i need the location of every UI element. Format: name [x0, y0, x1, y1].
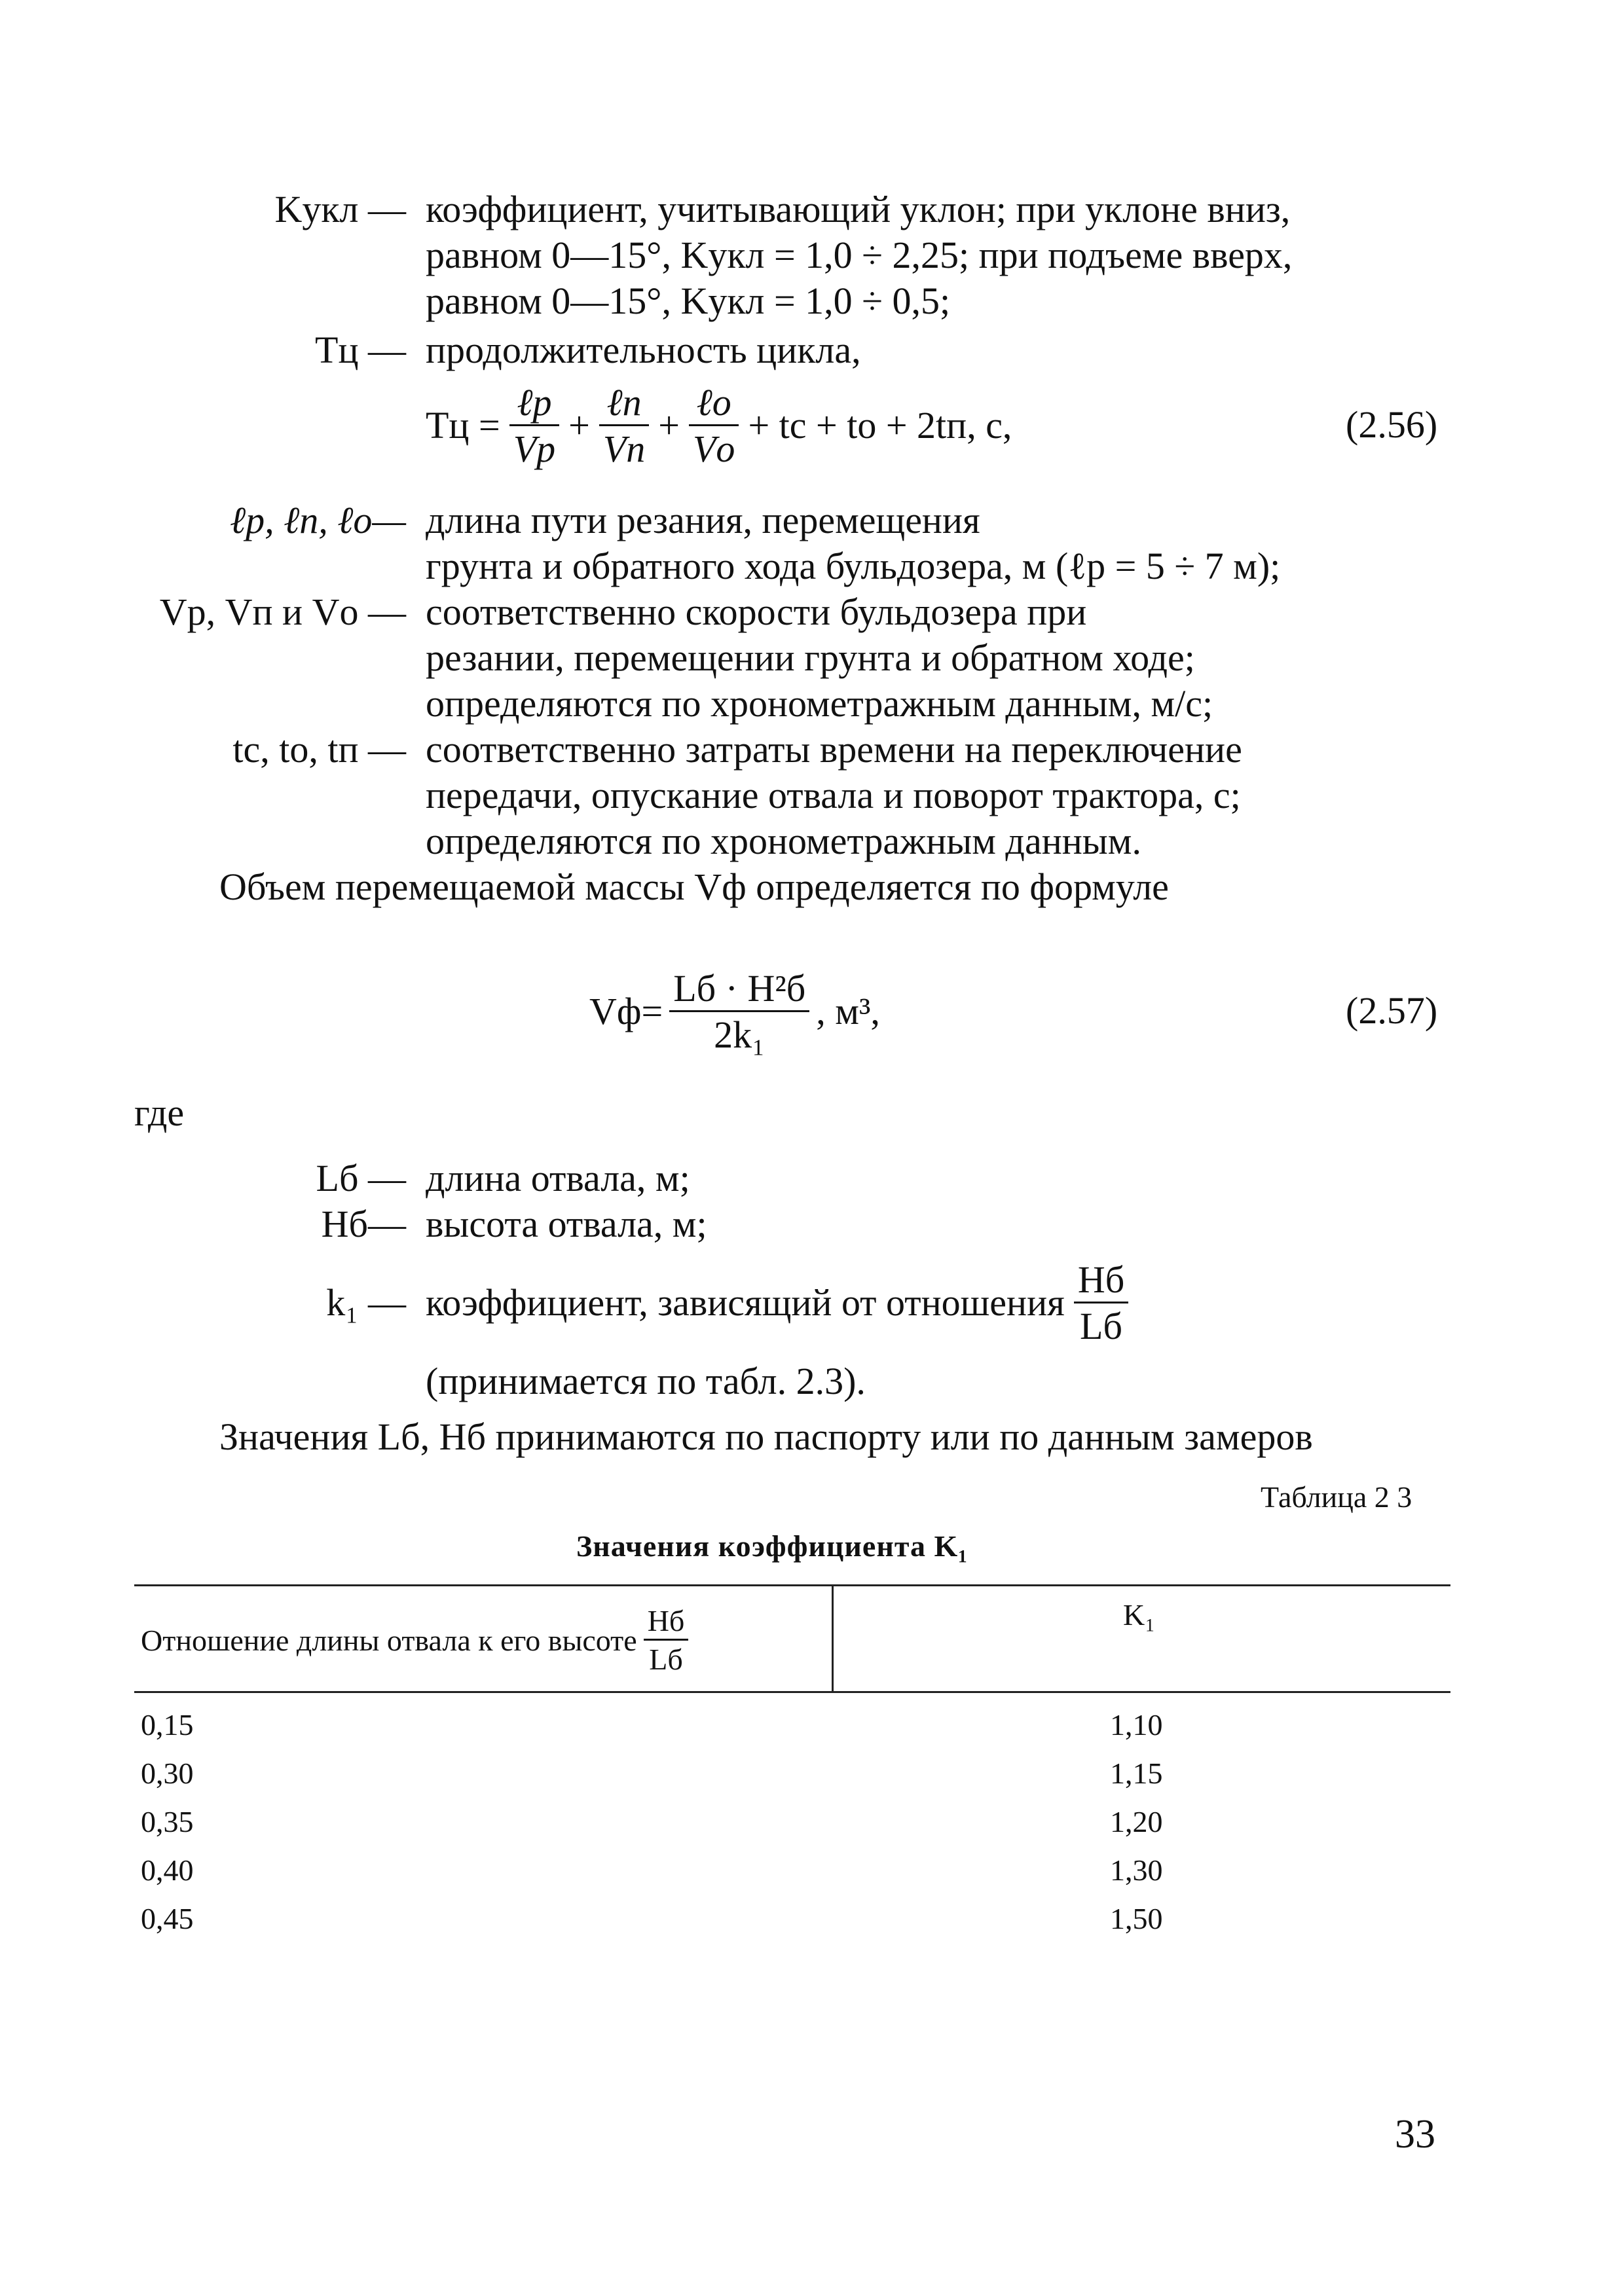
- fraction-hb-lb: [1074, 1258, 1128, 1347]
- values-sentence: Значения Lб, Hб принимаются по паспорту или по данным замеров: [219, 1415, 1313, 1458]
- table-header-rule: [134, 1691, 1450, 1693]
- fraction-lr-den: Vр: [509, 424, 559, 468]
- definition-velocities-line-2: резании, перемещении грунта и обратном ходе;: [426, 636, 1195, 679]
- table-row-k: 1,10: [1110, 1708, 1163, 1741]
- equation-number-2-56: (2.56): [1346, 403, 1438, 446]
- equation-number-2-57: (2.57): [1346, 989, 1438, 1032]
- table-row-ratio: 0,45: [141, 1902, 194, 1935]
- term-tc: Tц —: [315, 329, 406, 371]
- table-row-ratio: 0,30: [141, 1757, 194, 1790]
- table-row-ratio: 0,40: [141, 1853, 194, 1887]
- fraction-lp-vp: [599, 380, 649, 470]
- table-col1-frac-den: Lб: [644, 1639, 689, 1675]
- plus-sign: +: [568, 404, 590, 446]
- term-times: tс, tо, tп —: [232, 728, 406, 771]
- formula-2-56: [426, 373, 1012, 478]
- table-col1-header-text: Отношение длины отвала к его высоте: [141, 1623, 637, 1657]
- definition-kukl-line-3: равном 0—15°, Kукл = 1,0 ÷ 0,5;: [426, 280, 951, 322]
- fraction-lo-vo: [689, 380, 739, 470]
- table-row-ratio: 0,35: [141, 1805, 194, 1838]
- accepted-note: (принимается по табл. 2.3).: [426, 1360, 866, 1402]
- formula-2-57-lhs: Vф=: [589, 990, 663, 1032]
- table-label: Таблица 2 3: [1261, 1480, 1412, 1514]
- fraction-hb-num: Hб: [1077, 1258, 1125, 1301]
- table-col2-header: K₁: [1123, 1598, 1156, 1631]
- table-caption: Значения коэффициента K₁: [576, 1529, 969, 1563]
- term-l-paths: ℓр, ℓп, ℓо—: [229, 499, 406, 541]
- table-row-k: 1,20: [1110, 1805, 1163, 1838]
- plus-sign: +: [658, 404, 680, 446]
- definition-l-paths-line-1: длина пути резания, перемещения: [426, 499, 980, 541]
- term-kukl: Kукл —: [274, 188, 406, 230]
- table-col1-header: [141, 1594, 688, 1686]
- fraction-lp-num: ℓп: [606, 380, 642, 424]
- definition-velocities-line-1: соответственно скорости бульдозера при: [426, 591, 1087, 633]
- page-number: 33: [1395, 2112, 1435, 2157]
- fraction-lb-den: Lб: [1074, 1302, 1128, 1345]
- definition-times-line-2: передачи, опускание отвала и поворот трактора, с;: [426, 774, 1241, 816]
- fraction-lp-den: Vп: [599, 424, 649, 468]
- formula-2-56-tail: + tс + tо + 2tп, с,: [748, 404, 1012, 446]
- fraction-lr-vr: [509, 380, 559, 470]
- term-k1: k₁ —: [326, 1281, 406, 1324]
- formula-2-57: [589, 962, 880, 1061]
- term-lb: Lб —: [316, 1157, 406, 1199]
- definition-kukl-line-1: коэффициент, учитывающий уклон; при уклоне вниз,: [426, 188, 1291, 230]
- table-row-ratio: 0,15: [141, 1708, 194, 1741]
- fraction-lo-den: Vо: [689, 424, 739, 468]
- definition-k1: [426, 1260, 1128, 1345]
- formula-2-56-lhs: Tц =: [426, 404, 500, 446]
- table-row-k: 1,30: [1110, 1853, 1163, 1887]
- definition-times-line-3: определяются по хронометражным данным.: [426, 820, 1141, 862]
- term-hb: Hб—: [321, 1203, 406, 1245]
- definition-k1-text: коэффициент, зависящий от отношения: [426, 1281, 1065, 1324]
- table-column-divider: [832, 1586, 834, 1691]
- fraction-volume-den: 2k₁: [669, 1010, 809, 1054]
- table-top-rule: [134, 1584, 1450, 1586]
- table-row-k: 1,15: [1110, 1757, 1163, 1790]
- table-col1-values: [141, 1701, 194, 1943]
- term-velocities: Vр, Vп и Vо —: [159, 591, 406, 633]
- volume-sentence: Объем перемещаемой массы Vф определяется по формуле: [219, 866, 1169, 908]
- fraction-volume-num: Lб · H²б: [673, 966, 806, 1010]
- table-row-k: 1,50: [1110, 1902, 1163, 1935]
- definition-tc: продолжительность цикла,: [426, 329, 861, 371]
- table-col2-values: [1110, 1701, 1163, 1943]
- definition-lb: длина отвала, м;: [426, 1157, 690, 1199]
- definition-kukl-line-2: равном 0—15°, Kукл = 1,0 ÷ 2,25; при подъеме вверх,: [426, 234, 1293, 276]
- where-word: где: [134, 1091, 185, 1134]
- definition-l-paths-line-2: грунта и обратного хода бульдозера, м (ℓр = 5 ÷ 7 м);: [426, 545, 1281, 587]
- definition-times-line-1: соответственно затраты времени на переключение: [426, 728, 1242, 771]
- formula-2-57-tail: , м³,: [816, 990, 880, 1032]
- fraction-lr-num: ℓр: [517, 380, 552, 424]
- table-col1-fraction: [644, 1603, 689, 1676]
- definition-velocities-line-3: определяются по хронометражным данным, м/с;: [426, 682, 1213, 725]
- fraction-volume: [669, 966, 809, 1056]
- fraction-lo-num: ℓо: [696, 380, 731, 424]
- table-col1-frac-num: Hб: [647, 1603, 685, 1637]
- definition-hb: высота отвала, м;: [426, 1203, 707, 1245]
